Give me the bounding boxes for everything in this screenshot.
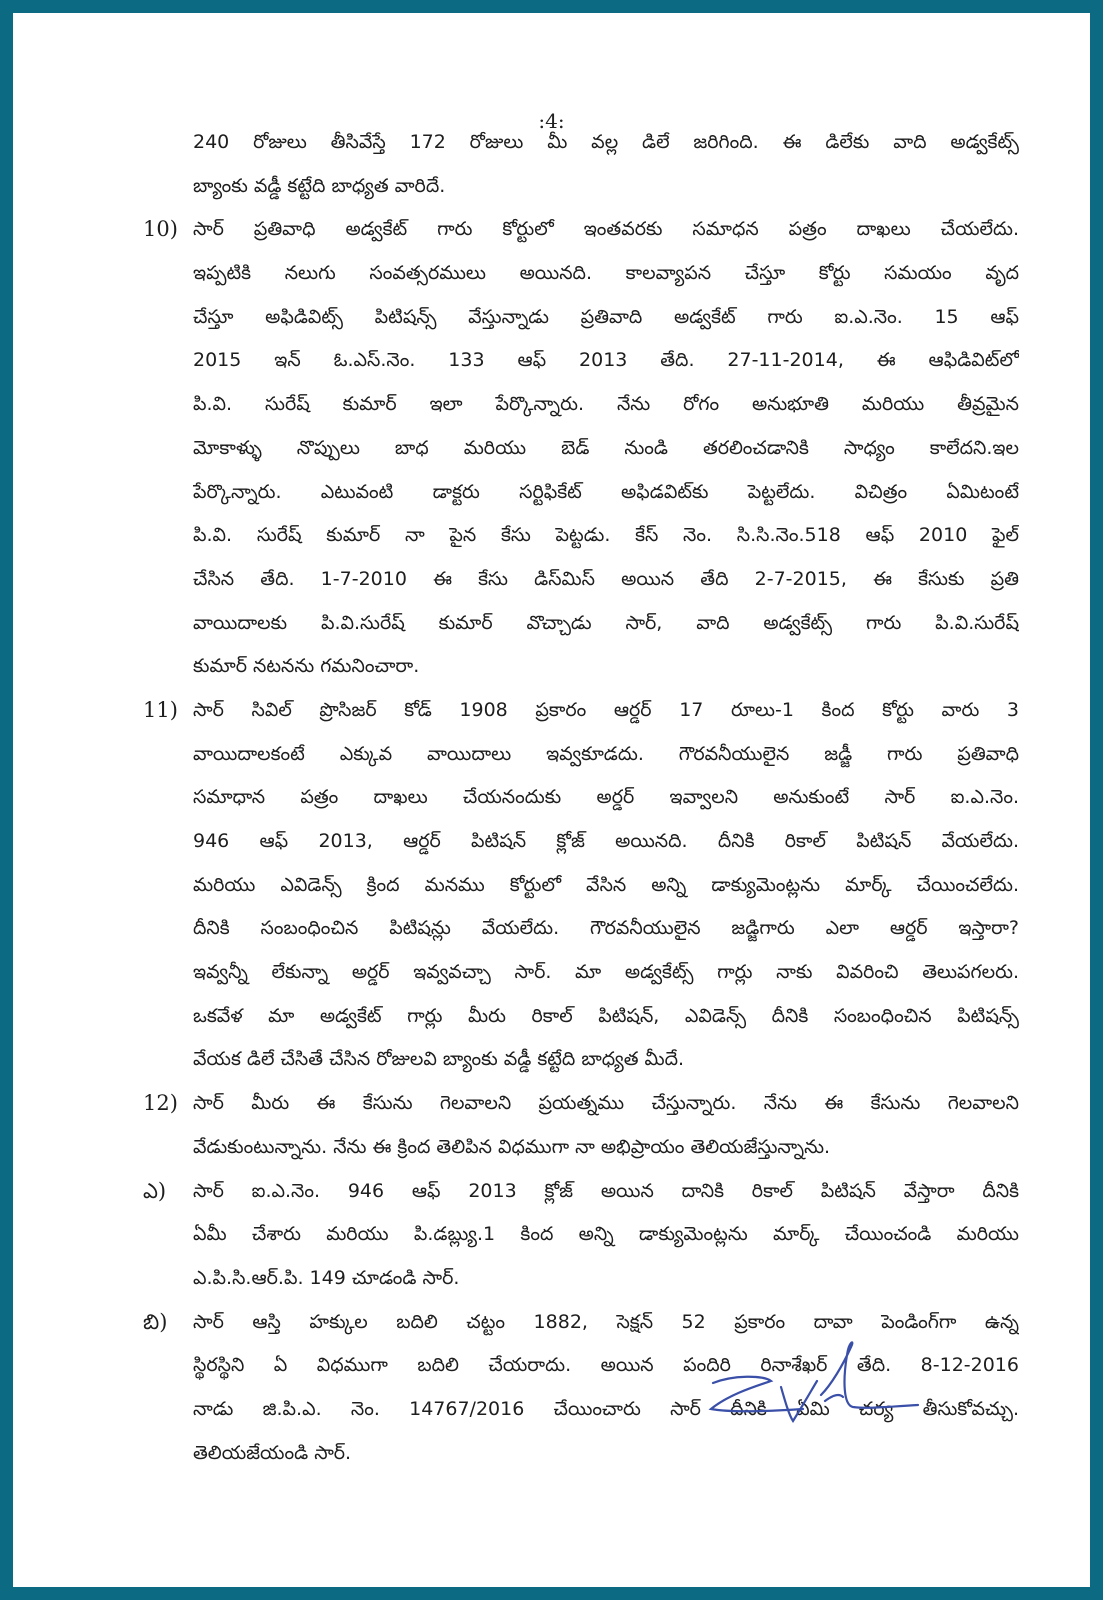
paragraph-number: 11) (143, 697, 178, 722)
text-line: మోకాళ్ళు నొప్పులు బాధ మరియు బెడ్ నుండి తరలించడానికి సాధ్యం కాలేదని.ఇల (193, 436, 1019, 459)
paragraph (13, 1170, 1090, 1301)
text-line: వేడుకుంటున్నాను. నేను ఈ క్రింద తెలిపిన విధముగా నా అభిప్రాయం తెలియజేస్తున్నాను. (193, 1135, 831, 1158)
text-line: దీనికి సంబంధించిన పిటిషన్లు వేయలేదు. గౌరవనీయులైన జడ్జిగారు ఎలా ఆర్డర్ ఇస్తారా? (193, 917, 1019, 940)
text-line: మరియు ఎవిడెన్స్ క్రింద మనము కోర్టులో వేసిన అన్ని డాక్యుమెంట్లను మార్క్ చేయించలేదు. (193, 873, 1019, 896)
text-line: సార్ ఆస్తి హక్కుల బదిలి చట్టం 1882, సెక్షన్ 52 ప్రకారం దావా పెండింగ్‌గా ఉన్న (193, 1310, 1019, 1333)
handwritten-signature (693, 1335, 933, 1445)
text-line: సార్ సివిల్ ప్రొసిజర్ కోడ్ 1908 ప్రకారం ఆర్డర్ 17 రూలు-1 కింద కోర్టు వారు 3 (193, 698, 1019, 721)
text-line: సమాధాన పత్రం దాఖలు చేయనందుకు అర్డర్ ఇవ్వాలని అనుకుంటే సార్ ఐ.ఎ.నెం. (193, 786, 1019, 809)
text-line: సార్ మీరు ఈ కేసును గెలవాలని ప్రయత్నము చేస్తున్నారు. నేను ఈ కేసును గెలవాలని (193, 1092, 1019, 1115)
text-line: ఎ.పి.సి.ఆర్.పి. 149 చూడండి సార్. (193, 1266, 460, 1289)
text-line: సార్ ప్రతివాధి అడ్వకేట్ గారు కోర్టులో ఇంతవరకు సమాధన పత్రం దాఖలు చేయలేదు. (193, 218, 1019, 241)
paragraph (13, 689, 1090, 1082)
text-line: స్థిరస్థిని ఏ విధముగా బదిలి చేయరాదు. అయిన పందిరి రినాశేఖర్ తేది. 8-12-2016 (193, 1354, 1019, 1377)
text-line: చేస్తూ అఫిడివిట్స్ పిటిషన్స్ వేస్తున్నాడు ప్రతివాది అడ్వకేట్ గారు ఐ.ఎ.నెం. 15 ఆఫ్ (193, 305, 1019, 328)
text-line: 240 రోజులు తీసివేస్తే 172 రోజులు మీ వల్ల డిలే జరిగింది. ఈ డిలేకు వాది అడ్వకేట్స్ (193, 131, 1019, 153)
text-line: వాయిదాలకంటే ఎక్కువ వాయిదాలు ఇవ్వకూడదు. గౌరవనీయులైన జడ్జీ గారు ప్రతివాధి (193, 742, 1019, 765)
page-number: :4: (538, 109, 565, 133)
text-line: పేర్కొన్నారు. ఎటువంటి డాక్టరు సర్టిఫికేట్ అఫిడవిట్‌కు పెట్టలేదు. విచిత్రం ఏమిటంటే (193, 480, 1019, 503)
text-line: బ్యాంకు వడ్డీ కట్టేది బాధ్యత వారిదే. (193, 174, 446, 197)
paragraph (13, 121, 1090, 208)
text-line: పి.వి. సురేష్ కుమార్ నా పైన కేసు పెట్టడు. కేస్ నెం. సి.సి.నెం.518 ఆఫ్ 2010 ఫైల్ (193, 524, 1019, 547)
text-line: ఏమీ చేశారు మరియు పి.డబ్ల్యు.1 కింద అన్ని డాక్యుమెంట్లను మార్క్ చేయించండి మరియు (193, 1223, 1019, 1246)
text-line: 946 ఆఫ్ 2013, ఆర్డర్ పిటిషన్ క్లోజ్ అయినది. దీనికి రికాల్ పిటిషన్ వేయలేదు. (193, 830, 1019, 852)
paragraph (13, 208, 1090, 689)
text-line: ఇవ్వన్నీ లేకున్నా అర్డర్ ఇవ్వవచ్చా సార్. మా అడ్వకేట్స్ గార్లు నాకు వివరించి తెలుపగలరు. (193, 961, 1019, 984)
text-line: ఇప్పటికి నలుగు సంవత్సరములు అయినది. కాలవ్యాపన చేస్తూ కోర్టు సమయం వృద (193, 262, 1019, 285)
document-page (13, 13, 1090, 1587)
text-line: సార్ ఐ.ఎ.నెం. 946 ఆఫ్ 2013 క్లోజ్ అయిన దానికి రికాల్ పిటిషన్ వేస్తారా దీనికి (193, 1179, 1019, 1202)
paragraph-number: ఎ) (143, 1178, 167, 1203)
paragraph-number: 12) (143, 1091, 178, 1116)
text-line: కుమార్ నటనను గమనించారా. (193, 655, 420, 678)
text-line: పి.వి. సురేష్ కుమార్ ఇలా పేర్కొన్నారు. నేను రోగం అనుభూతి మరియు తీవ్రమైన (193, 393, 1019, 416)
text-line: నాడు జి.పి.ఎ. నెం. 14767/2016 చేయించారు సార్ దీనికి ఏమి చర్య తీసుకోవచ్చు. (193, 1397, 1019, 1420)
text-line: వాయిదాలకు పి.వి.సురేష్ కుమార్ వొచ్చాడు సార్, వాది అడ్వకేట్స్ గారు పి.వి.సురేష్ (193, 611, 1019, 634)
text-line: 2015 ఇన్ ఓ.ఎస్.నెం. 133 ఆఫ్ 2013 తేది. 27-11-2014, ఈ ఆఫిడివిట్‌లో (193, 349, 1019, 372)
paragraph-number: 10) (143, 217, 178, 242)
paragraph-number: బి) (143, 1309, 168, 1334)
text-line: చేసిన తేది. 1-7-2010 ఈ కేసు డిస్‌మిస్ అయిన తేది 2-7-2015, ఈ కేసుకు ప్రతి (193, 567, 1019, 590)
paragraph (13, 1082, 1090, 1169)
text-line: తెలియజేయండి సార్. (193, 1441, 352, 1464)
text-line: ఒకవేళ మా అడ్వకేట్ గార్లు మీరు రికాల్ పిటిషన్, ఎవిడెన్స్ దీనికి సంబంధించిన పిటిషన్స్ (193, 1004, 1019, 1027)
text-line: వేయక డిలే చేసితే చేసిన రోజులవి బ్యాంకు వడ్డీ కట్టేది బాధ్యత మీదే. (193, 1048, 685, 1071)
document-body (13, 121, 1090, 1475)
